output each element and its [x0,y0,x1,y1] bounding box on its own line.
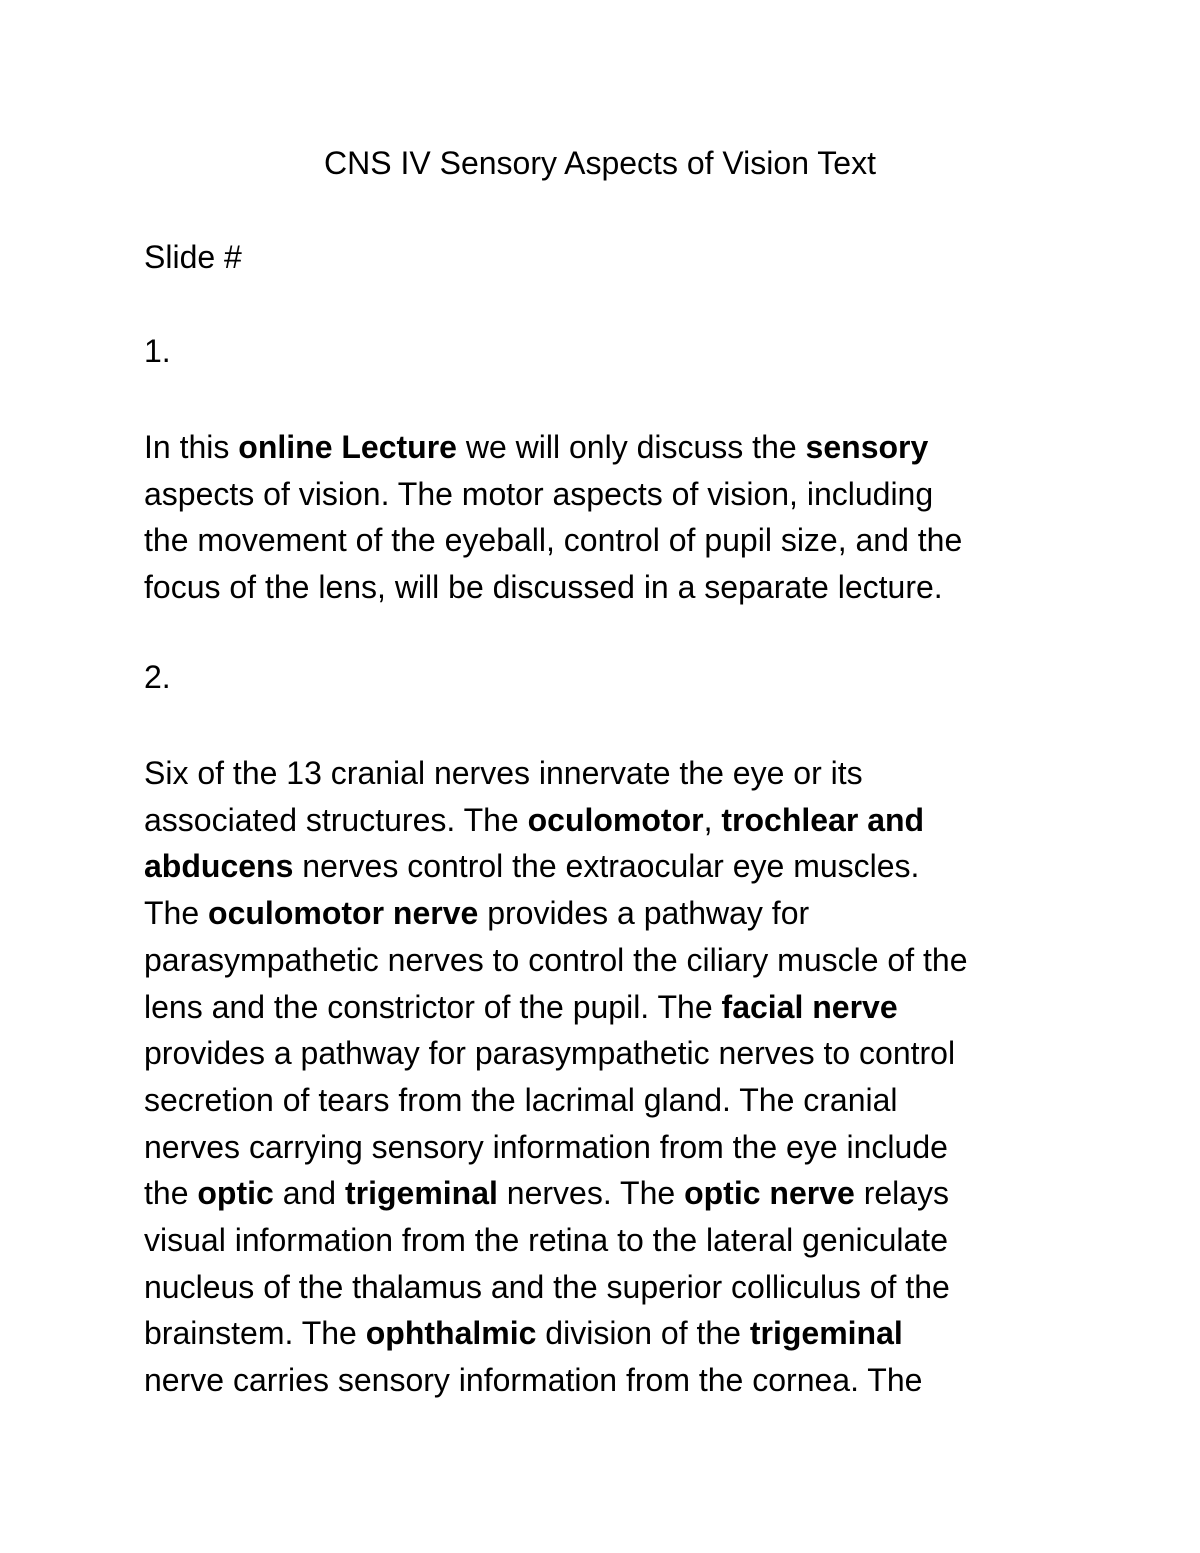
text-run: nerves control the extraocular eye muscles. [293,848,920,885]
paragraph-line [144,1077,1064,1124]
section-paragraph-2 [144,750,1064,1404]
text-run: lens and the constrictor of the pupil. The [144,988,722,1025]
paragraph-line [144,471,1064,518]
text-run: nerves. The [497,1175,685,1212]
bold-term: trigeminal [749,1315,903,1352]
text-run: The [144,895,209,932]
paragraph-line [144,937,1064,984]
paragraph-line [144,984,1064,1031]
text-run: brainstem. The [144,1315,366,1352]
bold-term: ophthalmic [365,1315,537,1352]
text-run: provides a pathway for [478,895,810,932]
text-run: Six of the 13 cranial nerves innervate the eye or its [144,755,863,791]
paragraph-line [144,1170,1064,1217]
text-run: provides a pathway for parasympathetic nerves to control [144,1035,956,1072]
text-run: the movement of the eyeball, control of pupil size, and the [144,522,963,558]
paragraph-line [144,1310,1064,1357]
text-run: and [273,1175,345,1212]
slide-number-label: Slide # [144,239,242,275]
text-run: associated structures. The [144,801,528,838]
text-run: relays [854,1175,950,1212]
text-run: nerve carries sensory information from the cornea. The [144,1362,923,1399]
bold-term: facial nerve [721,988,898,1025]
text-run: visual information from the retina to the lateral geniculate [144,1222,948,1259]
section-number-1: 1. [144,333,171,369]
paragraph-line [144,424,1064,471]
text-run: , [703,801,722,838]
bold-term: sensory [805,429,929,465]
bold-term: online Lecture [238,429,457,465]
text-run: the [144,1175,198,1212]
bold-term: oculomotor [527,801,704,838]
text-run: nerves carrying sensory information from the eye include [144,1128,948,1165]
text-run: focus of the lens, will be discussed in a separate lecture. [144,568,943,605]
text-run: nucleus of the thalamus and the superior colliculus of the [144,1268,950,1305]
text-run: aspects of vision. The motor aspects of vision, including [144,475,934,512]
paragraph-line [144,750,1064,797]
text-run: division of the [536,1315,750,1352]
paragraph-line [144,797,1064,844]
paragraph-line [144,1357,1064,1404]
bold-term: optic [197,1175,274,1212]
text-run: we will only discuss the [456,429,806,465]
paragraph-line [144,1124,1064,1171]
paragraph-line [144,1030,1064,1077]
paragraph-line [144,890,1064,937]
section-paragraph-1 [144,424,1064,610]
bold-term: optic nerve [684,1175,855,1212]
bold-term: trochlear and [721,801,925,838]
text-run: secretion of tears from the lacrimal gland. The cranial [144,1081,898,1118]
paragraph-line [144,1217,1064,1264]
section-number-2: 2. [144,659,171,695]
bold-term: trigeminal [344,1175,498,1212]
paragraph-line [144,517,1064,564]
text-run: parasympathetic nerves to control the ciliary muscle of the [144,941,968,978]
document-title: CNS IV Sensory Aspects of Vision Text [324,145,876,181]
paragraph-line [144,1264,1064,1311]
paragraph-line [144,564,1064,611]
bold-term: abducens [144,848,294,885]
text-run: In this [144,429,239,465]
bold-term: oculomotor nerve [208,895,479,932]
paragraph-line [144,843,1064,890]
